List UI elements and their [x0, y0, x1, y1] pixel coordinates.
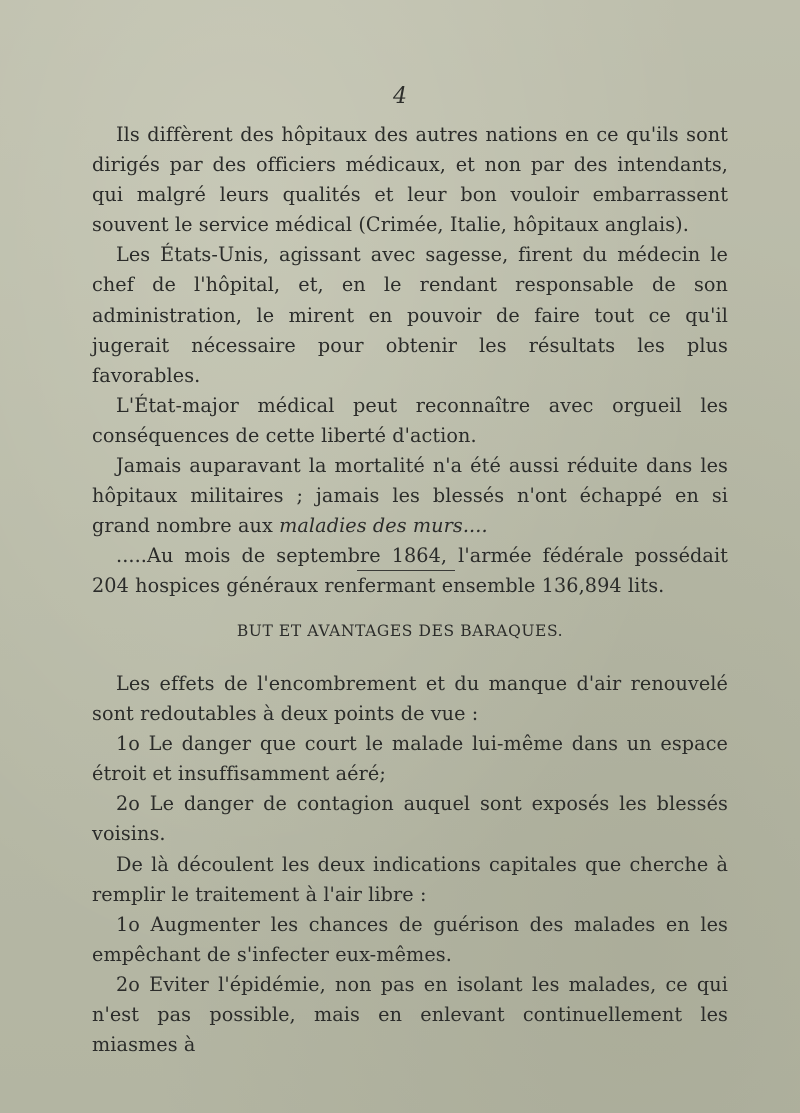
bottom-text-block [92, 669, 728, 1060]
separator-rule [357, 570, 455, 571]
italic-phrase: maladies des murs.... [279, 514, 488, 538]
paragraph: 2o Eviter l'épidémie, non pas en isolant les malades, ce qui n'est pas possible, mais en enlevant continuellement les miasmes à [92, 972, 728, 1057]
paragraph: De là découlent les deux indications capitales que cherche à remplir le traitement à l'air libre : [92, 852, 728, 906]
top-text-block [92, 120, 728, 602]
page-number: 4 [393, 84, 407, 109]
paragraph: 2o Le danger de contagion auquel sont exposés les blessés voisins. [92, 792, 728, 846]
paragraph: .....Au mois de septembre 1864, l'armée fédérale possédait 204 hospices généraux renfermant ensemble 136,894 lits. [92, 544, 728, 598]
paragraph: 1o Augmenter les chances de guérison des malades en les empêchant de s'infecter eux-mêmes. [92, 912, 728, 966]
section-heading: BUT ET AVANTAGES DES BARAQUES. [236, 622, 564, 640]
paragraph: L'État-major médical peut reconnaître avec orgueil les conséquences de cette liberté d'action. [92, 393, 728, 447]
paragraph: Ils diffèrent des hôpitaux des autres nations en ce qu'ils sont dirigés par des officiers médicaux, et non par des intendants, qui malgré leurs qualités et leur bon vouloir embarrassent souvent le service médical (Crimée, Italie, hôpitaux anglais). [92, 123, 728, 237]
paragraph: Les effets de l'encombrement et du manque d'air renouvelé sont redoutables à deux points de vue : [92, 672, 728, 726]
paragraph-with-italic [92, 451, 728, 541]
paragraph: 1o Le danger que court le malade lui-même dans un espace étroit et insuffisamment aéré; [92, 732, 728, 786]
paragraph: Les États-Unis, agissant avec sagesse, firent du médecin le chef de l'hôpital, et, en le rendant responsable de son administration, le mirent en pouvoir de faire tout ce qu'il jugerait nécessaire pour obtenir les résultats les plus favorables. [92, 243, 728, 387]
paragraph-text: Jamais auparavant la mortalité n'a été aussi réduite dans les hôpitaux militaires ; jamais les blessés n'ont échappé en si grand nombre aux [92, 454, 728, 538]
